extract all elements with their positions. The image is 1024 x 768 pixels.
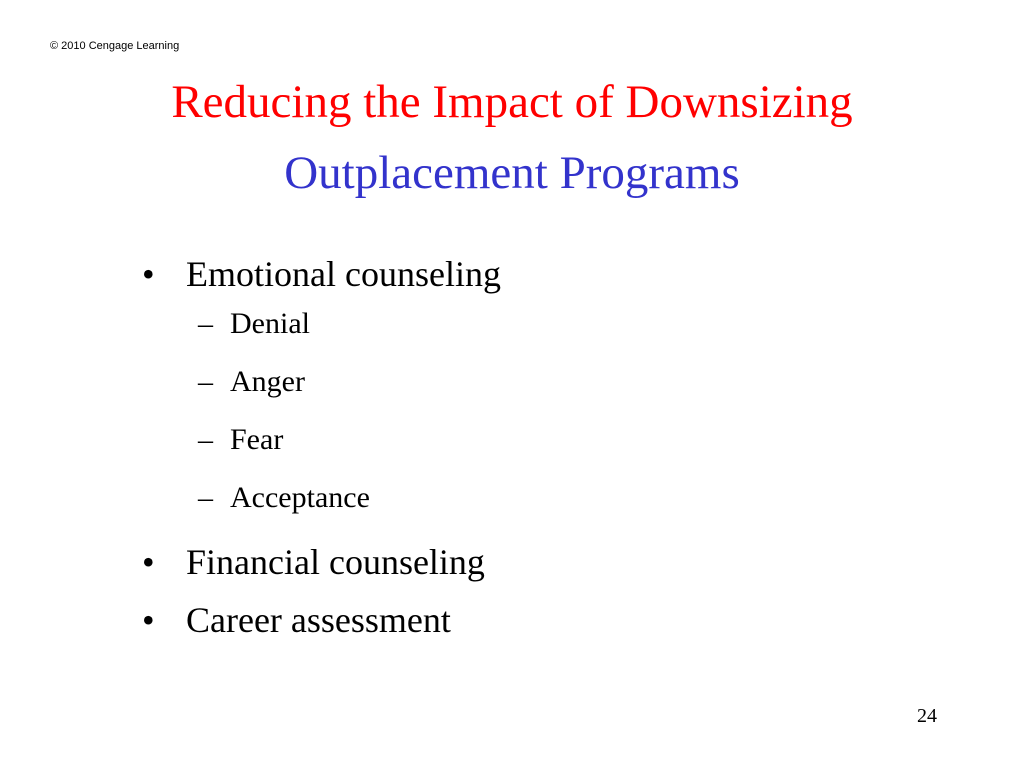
bullet-item [142,594,501,646]
subbullet-item [186,362,501,402]
subbullet-item [186,420,501,460]
bullet-text: Career assessment [186,600,451,640]
bullet-marker: • [142,254,155,294]
subbullet-marker: – [198,481,213,514]
subbullet-text: Anger [230,365,305,398]
slide-title: Reducing the Impact of Downsizing [171,76,853,128]
bullet-item [142,248,501,518]
subbullet-item [186,304,501,344]
copyright-notice: © 2010 Cengage Learning [50,40,180,52]
bullet-marker: • [142,600,155,640]
subbullet-list [186,304,501,518]
bullet-text: Emotional counseling [186,254,501,294]
bullet-marker: • [142,542,155,582]
bullet-list [142,248,501,652]
subbullet-text: Acceptance [230,481,370,514]
page-number: 24 [917,705,937,727]
slide-subtitle: Outplacement Programs [284,147,740,199]
subbullet-marker: – [198,423,213,456]
subbullet-marker: – [198,365,213,398]
subbullet-marker: – [198,307,213,340]
bullet-item [142,536,501,588]
subbullet-item [186,478,501,518]
bullet-text: Financial counseling [186,542,485,582]
subbullet-text: Fear [230,423,284,456]
subbullet-text: Denial [230,307,310,340]
